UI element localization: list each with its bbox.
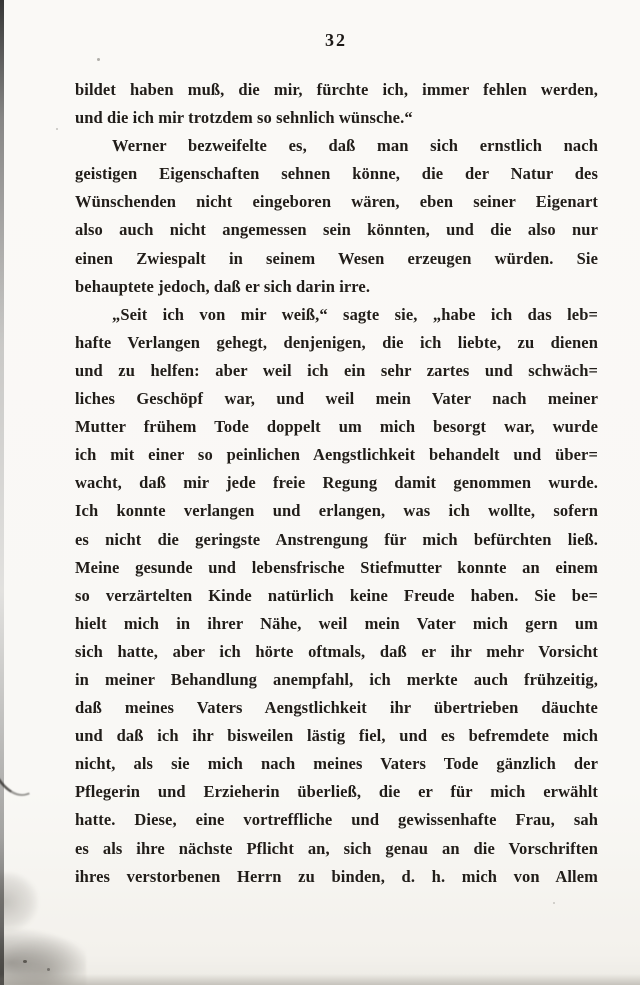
text-line: es als ihre nächste Pflicht an, sich genau an die Vorschriften — [75, 838, 598, 858]
text-line: Pflegerin und Erzieherin überließ, die er für mich erwählt — [75, 782, 598, 802]
text-line: geistigen Eigenschaften sehnen könne, die der Natur des — [75, 164, 598, 184]
text-line: es nicht die geringste Anstrengung für mich befürchten ließ. — [75, 529, 598, 549]
text-line: bildet haben muß, die mir, fürchte ich, immer fehlen werden, — [75, 80, 598, 99]
text-line: Meine gesunde und lebensfrische Stiefmutter konnte an einem — [75, 557, 598, 577]
scan-speck — [97, 58, 100, 61]
scan-bottom-edge — [0, 974, 640, 985]
scan-speck — [56, 128, 58, 130]
text-line: daß meines Vaters Aengstlichkeit ihr übertrieben däuchte — [75, 698, 598, 718]
text-line: Wünschenden nicht eingeboren wären, eben seiner Eigenart — [75, 192, 598, 212]
text-line: in meiner Behandlung anempfahl, ich merkte auch frühzeitig, — [75, 669, 598, 689]
text-block — [75, 76, 598, 891]
scan-speck — [47, 968, 50, 971]
scan-binding-edge — [0, 0, 4, 985]
page-number: 32 — [325, 30, 347, 50]
text-line: Ich konnte verlangen und erlangen, was ich wollte, sofern — [75, 501, 598, 521]
text-line: Werner bezweifelte es, daß man sich ernstlich nach — [112, 136, 598, 156]
text-line: behauptete jedoch, daß er sich darin irre. — [75, 276, 371, 296]
text-line: liches Geschöpf war, und weil mein Vater nach meiner — [75, 389, 598, 409]
text-line: und daß ich ihr bisweilen lästig fiel, und es befremdete mich — [75, 726, 598, 746]
scan-speck — [23, 960, 27, 963]
text-line: ich mit einer so peinlichen Aengstlichkeit behandelt und über= — [75, 445, 598, 465]
text-line: Mutter frühem Tode doppelt um mich besorgt war, wurde — [75, 417, 598, 437]
text-line: und die ich mir trotzdem so sehnlich wünsche.“ — [75, 108, 413, 128]
text-line: einen Zwiespalt in seinem Wesen erzeugen würden. Sie — [75, 248, 598, 268]
text-line: nicht, als sie mich nach meines Vaters Tode gänzlich der — [75, 754, 598, 774]
text-line: so verzärtelten Kinde natürlich keine Freude haben. Sie be= — [75, 585, 598, 605]
text-line: sich hatte, aber ich hörte oftmals, daß er ihr mehr Vorsicht — [75, 641, 598, 661]
text-line: wacht, daß mir jede freie Regung damit genommen wurde. — [75, 473, 598, 493]
scan-smudge-scratch — [0, 749, 30, 804]
text-line: hafte Verlangen gehegt, denjenigen, die ich liebte, zu dienen — [75, 332, 598, 352]
text-line: hatte. Diese, eine vortreffliche und gewissenhafte Frau, sah — [75, 810, 598, 830]
text-line: hielt mich in ihrer Nähe, weil mein Vater mich gern um — [75, 613, 598, 633]
scan-smudge-blot — [0, 872, 38, 932]
text-line: „Seit ich von mir weiß,“ sagte sie, „habe ich das leb= — [112, 304, 598, 324]
text-line: also auch nicht angemessen sein könnten, und die also nur — [75, 220, 598, 240]
text-line: ihres verstorbenen Herrn zu binden, d. h. mich von Allem — [75, 866, 598, 886]
scan-speck — [553, 902, 555, 904]
text-line: und zu helfen: aber weil ich ein sehr zartes und schwäch= — [75, 360, 598, 380]
